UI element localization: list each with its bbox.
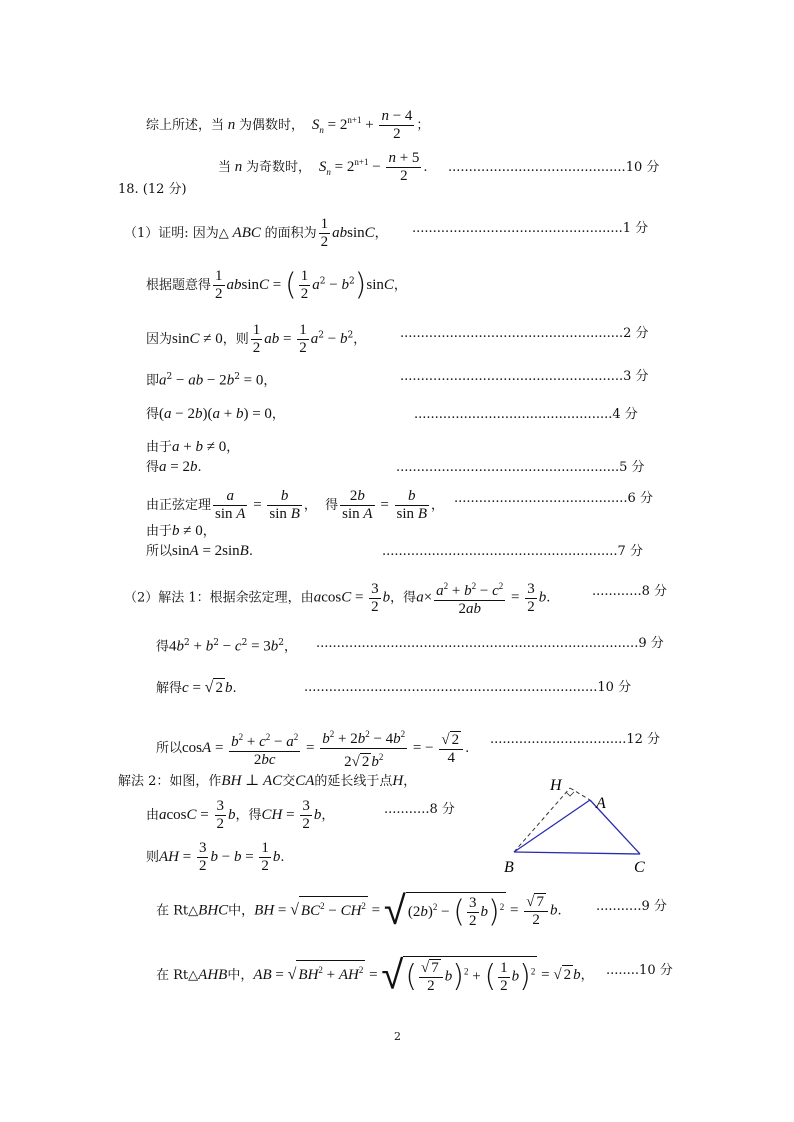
math: a xyxy=(159,807,167,823)
math: cos xyxy=(321,589,342,606)
math: $BC^2 - CH^2$ xyxy=(299,896,368,920)
text: 由 xyxy=(146,808,160,823)
text: ， xyxy=(263,373,277,389)
fraction: $\frac{1}{2}$ xyxy=(215,268,223,302)
text: 的延长线于点 xyxy=(314,774,393,789)
math: = 3 xyxy=(247,638,271,655)
math: b xyxy=(573,967,581,983)
fraction: $\frac{1}{2}$ xyxy=(261,840,269,874)
math: C xyxy=(189,331,200,347)
fraction: $\frac{b}{\text{sin B}}$ xyxy=(396,488,427,522)
text: ， xyxy=(403,774,417,789)
math: . xyxy=(423,160,428,175)
text: . xyxy=(465,741,470,756)
math: = xyxy=(274,902,291,919)
math: AB xyxy=(253,967,272,983)
math: AC xyxy=(263,773,283,789)
score-6: ..........................................6 分 xyxy=(454,491,653,506)
text: 因为 xyxy=(146,332,173,347)
math: sin xyxy=(241,277,260,293)
math: √ xyxy=(290,901,299,919)
fraction: $\frac{2b}{\text{sin A}}$ xyxy=(342,488,373,522)
math: a xyxy=(164,406,172,422)
math: sin xyxy=(172,543,190,559)
math: C xyxy=(341,589,352,606)
question-18-heading: 18. (12 分) xyxy=(118,182,187,197)
math: a xyxy=(159,372,167,389)
math: CA xyxy=(295,773,315,789)
math: + xyxy=(179,439,196,455)
text: （2）解法 1：根据余弦定理，由 xyxy=(124,590,314,606)
text: 中， xyxy=(228,903,255,919)
part1-line4: 即$a^2$ − ab − $2b^2 = 0$， xyxy=(146,372,277,389)
math: √ xyxy=(287,966,297,983)
math: H xyxy=(392,773,404,789)
text: ， xyxy=(284,639,298,655)
text: . xyxy=(557,903,562,919)
fraction: $\frac{a}{\text{sin A}}$ xyxy=(215,488,246,522)
dashed-line-ha xyxy=(570,788,590,800)
fraction: $\frac{1}{2}$ xyxy=(320,216,329,250)
math: a xyxy=(159,459,167,475)
math: ab xyxy=(226,277,242,293)
math: − xyxy=(324,331,340,347)
right-angle-mark xyxy=(566,792,574,796)
math: C xyxy=(364,225,375,241)
math: AH xyxy=(159,849,180,865)
math: = xyxy=(367,902,384,919)
text: ， xyxy=(271,407,285,422)
side-bc xyxy=(514,852,640,854)
math: b xyxy=(172,523,180,539)
label-a: A xyxy=(596,795,606,812)
math: b xyxy=(205,638,214,655)
math: cos xyxy=(166,807,187,823)
math: ( $\frac{√ 7}{2}$ b)$^2$ + ( $\frac{1}{2}$ b)$^2$ xyxy=(403,956,537,995)
math: = xyxy=(269,277,286,293)
text: 的面积为 xyxy=(264,226,317,241)
text: 根据题意得 xyxy=(146,278,212,293)
fraction: $\frac{b^2 + c^2 - a^2}{2bc}$ xyxy=(229,729,300,769)
math: = xyxy=(351,589,368,606)
page-number: 2 xyxy=(394,1030,401,1043)
math: ab xyxy=(188,372,204,389)
text: ，得 xyxy=(390,590,417,606)
text: ， xyxy=(202,524,216,539)
fraction: $\frac{3}{2}$ xyxy=(302,798,310,832)
math: − xyxy=(172,372,189,389)
math: = $2^{n+1}$ − xyxy=(330,157,385,175)
math: CH xyxy=(261,807,283,823)
score-8: ............8 分 xyxy=(592,584,667,599)
math: ； xyxy=(416,118,430,133)
math: a xyxy=(172,439,180,455)
math: ABC xyxy=(228,225,265,241)
triangle-figure xyxy=(496,770,664,878)
math: )( xyxy=(202,406,213,422)
math: $BH^2 + AH^2$ xyxy=(296,960,365,984)
method2-line5 xyxy=(156,952,594,999)
fraction: $\frac{3}{2}$ xyxy=(198,840,207,874)
math: = xyxy=(282,807,299,823)
score-10c: ........10 分 xyxy=(606,963,673,978)
text: . xyxy=(546,590,551,606)
text: （1）证明: 因为△ xyxy=(124,226,229,241)
fraction: $\frac{1}{2}$ xyxy=(252,322,261,356)
math: = xyxy=(302,740,319,756)
text: 由于 xyxy=(146,524,173,539)
score-9: ..............................................................................9 分 xyxy=(316,636,664,651)
score-4: ................................................4 分 xyxy=(414,407,638,422)
math: c xyxy=(234,638,242,655)
text: ， xyxy=(580,968,594,983)
part1-line6 xyxy=(146,438,239,457)
text: 当 xyxy=(218,160,232,175)
math: n xyxy=(224,117,240,133)
part1-line9 xyxy=(146,522,216,541)
math: b xyxy=(549,902,558,919)
math: cos xyxy=(182,740,203,756)
math: √ xyxy=(204,679,214,696)
math: − xyxy=(217,849,234,865)
math: ab xyxy=(332,225,348,241)
math: 2 xyxy=(215,680,223,696)
part1-line1 xyxy=(124,216,388,251)
score-9b: ...........9 分 xyxy=(596,899,667,914)
math: = xyxy=(196,807,213,823)
math: n xyxy=(231,159,247,175)
math: $S_n$ xyxy=(308,117,324,135)
text: ， xyxy=(226,440,240,455)
math: a xyxy=(312,277,320,293)
text: 由正弦定理 xyxy=(146,498,212,513)
math: C xyxy=(186,807,197,823)
part1-line7 xyxy=(146,458,202,477)
math: b xyxy=(189,459,198,475)
score-2: ......................................................2 分 xyxy=(400,326,649,341)
math: sin xyxy=(366,277,384,293)
fraction: $\frac{n - 4}{2}$ xyxy=(381,108,413,142)
part1-line2: 根据题意得 $\frac{1}{2}$ absinC = ( $\frac{1}{2}$ $a^2 - b^2)\sin C$， xyxy=(146,267,407,303)
text: 为奇数时， xyxy=(246,160,312,175)
text: ，得 xyxy=(235,808,262,823)
math: + xyxy=(189,638,206,655)
label-h: H xyxy=(550,777,562,794)
math: = $2^{n+1}$ + xyxy=(323,115,378,133)
math: b xyxy=(313,807,322,823)
score-10: ...........................................10 分 xyxy=(448,160,660,175)
math: = 0 xyxy=(239,372,264,389)
text: ， xyxy=(321,808,335,823)
math: b xyxy=(341,277,349,293)
math: a xyxy=(416,589,424,606)
math: = xyxy=(279,331,296,347)
math: b xyxy=(382,589,391,606)
math: a xyxy=(313,589,322,606)
math: = xyxy=(211,740,228,756)
math: sin xyxy=(172,331,190,347)
math: = xyxy=(376,497,393,513)
text: 解得 xyxy=(156,681,183,696)
math: $S_n$ xyxy=(315,159,331,177)
part2-line1 xyxy=(124,578,550,618)
part2-line3 xyxy=(156,678,237,698)
side-ba xyxy=(514,800,590,852)
math: √ xyxy=(381,952,404,999)
math: b xyxy=(339,331,348,347)
text: 交 xyxy=(282,774,296,789)
method2-line4 xyxy=(156,888,562,934)
text: 综上所述，当 xyxy=(146,118,225,133)
text: 得 xyxy=(146,407,160,422)
math: a xyxy=(212,406,220,422)
math: b xyxy=(235,406,244,422)
fraction: $\frac{1}{2}$ xyxy=(300,268,309,302)
math: ⊥ xyxy=(241,773,264,789)
score-8b: ...........8 分 xyxy=(384,802,455,817)
math: = xyxy=(249,497,266,513)
text: 为偶数时， xyxy=(239,118,305,133)
fraction: $\frac{√ 7}{2}$ xyxy=(524,893,548,929)
math: = xyxy=(506,902,523,919)
label-b: B xyxy=(504,859,514,876)
fraction: $\frac{b}{\text{sin B}}$ xyxy=(269,488,300,522)
text: ， xyxy=(303,498,326,513)
text: ，则 xyxy=(222,332,249,347)
text: ， xyxy=(374,226,388,241)
fraction: $\frac{b^2 + 2b^2 - 4b^2}{2√ 2 b^2}$ xyxy=(320,726,407,771)
fraction: $\frac{1}{2}$ xyxy=(299,322,307,356)
math: A xyxy=(202,740,212,756)
text: 得 xyxy=(325,498,339,513)
math: − xyxy=(325,277,342,293)
score-1: ...................................................1 分 xyxy=(412,221,649,236)
text: ， xyxy=(430,498,444,513)
math: AHB xyxy=(198,967,228,983)
math: ab xyxy=(264,331,280,347)
text: 则 xyxy=(146,850,160,865)
fraction: $\frac{√ 2}{4}$ xyxy=(439,731,463,767)
math: b xyxy=(233,849,242,865)
math: BH xyxy=(221,773,242,789)
summary-even xyxy=(146,108,429,143)
text: 得 xyxy=(146,460,160,475)
text: ， xyxy=(393,278,407,293)
text: 由于 xyxy=(146,440,173,455)
score-10b: .......................................................................10 分 xyxy=(304,680,632,695)
math: b xyxy=(228,807,236,823)
part1-line3: 因为sinC ≠ 0，则 $\frac{1}{2}$ ab = $\frac{1}{2}$ $a^2 - b^2$， xyxy=(146,322,367,356)
text: 所以 xyxy=(146,544,173,559)
math: BH xyxy=(254,902,275,919)
fraction: $\frac{3}{2}$ xyxy=(527,580,535,615)
math: B xyxy=(239,543,249,559)
text: 中， xyxy=(227,968,254,983)
math: = 2 xyxy=(166,459,190,475)
method2-line1 xyxy=(118,772,416,791)
math: b xyxy=(176,638,185,655)
score-12: .................................12 分 xyxy=(490,732,661,747)
part1-line10 xyxy=(146,542,253,561)
text: . xyxy=(197,460,202,475)
summary-odd xyxy=(218,150,428,185)
math: = √ 2 xyxy=(537,967,572,983)
math: = xyxy=(241,849,258,865)
math: ( xyxy=(159,406,165,422)
text: 得 xyxy=(156,639,170,655)
fraction: $\frac{3}{2}$ xyxy=(216,798,224,832)
method2-line3 xyxy=(146,840,285,875)
text: 即 xyxy=(146,373,160,389)
math: − 2 xyxy=(171,406,195,422)
math: b xyxy=(224,680,233,696)
math: C xyxy=(383,277,394,293)
fraction: $\frac{3}{2}$ xyxy=(371,580,379,615)
text: ， xyxy=(353,332,367,347)
math: × xyxy=(423,589,433,606)
math: c xyxy=(182,680,189,696)
fraction: $\frac{n + 5}{2}$ xyxy=(388,150,420,184)
math: ≠ 0 xyxy=(179,523,203,539)
math: b xyxy=(226,372,235,389)
math: ≠ 0 xyxy=(199,331,223,347)
math: b xyxy=(270,638,279,655)
math: b xyxy=(210,849,218,865)
math: C xyxy=(259,277,270,293)
math: b xyxy=(194,406,203,422)
math: = xyxy=(365,967,382,983)
score-5: ......................................................5 分 xyxy=(396,460,645,475)
math: a xyxy=(310,331,319,347)
math: √ xyxy=(383,888,406,934)
text: 解法 2：如图，作 xyxy=(118,774,222,789)
part1-line8 xyxy=(146,488,444,523)
math: = xyxy=(179,849,195,865)
score-3: ......................................................3 分 xyxy=(400,369,649,384)
fraction: $\frac{a^2 + b^2 - c^2}{2ab}$ xyxy=(434,578,505,618)
text: 所以 xyxy=(156,741,183,756)
math: − xyxy=(218,638,235,655)
math: + xyxy=(219,406,236,422)
math: = xyxy=(271,967,288,983)
math: sin xyxy=(347,225,365,241)
math: 4 xyxy=(169,638,177,655)
math: A xyxy=(189,543,199,559)
part2-line2: 得$4b^2 + b^2 - c^2 = 3b^2$， xyxy=(156,638,298,655)
math: BHC xyxy=(198,902,229,919)
text: 在 Rt△ xyxy=(156,903,199,919)
math: ≠ 0 xyxy=(202,439,227,455)
math: b xyxy=(272,849,281,865)
math: ( xyxy=(285,267,297,303)
math: ) = 0 xyxy=(243,406,272,422)
text: . xyxy=(232,681,237,696)
text: . xyxy=(248,544,253,559)
text: . xyxy=(280,850,285,865)
score-7: .........................................................7 分 xyxy=(382,544,643,559)
math: ) xyxy=(354,267,367,303)
part2-line4 xyxy=(156,726,469,771)
math: = xyxy=(188,680,205,696)
math: $(2b)^2$ − ( $\frac{3}{2}$ b)$^2$ xyxy=(406,892,506,930)
math: = − xyxy=(409,740,438,756)
part1-line5 xyxy=(146,405,285,424)
math: = xyxy=(507,589,524,606)
label-c: C xyxy=(634,859,645,876)
text: 在 Rt△ xyxy=(156,968,199,983)
math: = 2sin xyxy=(198,543,240,559)
math: b xyxy=(538,589,547,606)
math: − 2 xyxy=(203,372,227,389)
method2-line2 xyxy=(146,798,334,833)
math: b xyxy=(195,439,203,455)
